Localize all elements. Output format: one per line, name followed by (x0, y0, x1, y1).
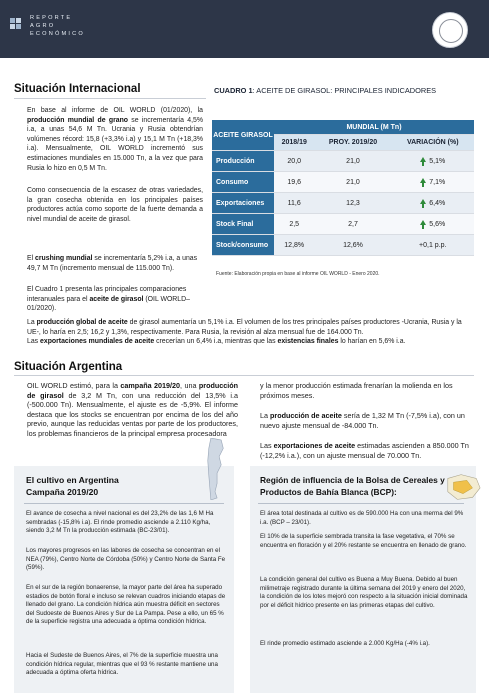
col-header: 2018/19 (274, 135, 314, 151)
table-row (212, 235, 474, 256)
report-header (0, 0, 489, 58)
variation-value: 6,4% (429, 199, 446, 207)
intl-paragraph-3: El crushing mundial se incrementaría 5,2% i.a, a unas 49,7 M Tn (incremento mensual de 115.000 Tn). (27, 255, 198, 272)
variation-cell (392, 214, 474, 235)
value-2019-20: 12,6% (314, 235, 391, 256)
value-2018-19: 11,6 (274, 193, 314, 214)
table-row (212, 214, 474, 235)
brand-name (30, 14, 85, 38)
row-label: Stock/consumo (212, 235, 274, 256)
row-label: Producción (212, 151, 274, 172)
box-left-paragraph: Hacia el Sudeste de Buenos Aires, el 7% de la superficie muestra una condición hídrica regular, mientras que el 93 % restante mantiene una adecuada a óptima oferta hídrica. (26, 652, 218, 677)
bold-term: exportaciones de aceite (273, 441, 356, 450)
bold-term: producción global de aceite (36, 319, 128, 326)
box-right-rule (258, 503, 464, 504)
bold-term: existencias finales (277, 338, 339, 345)
value-2019-20: 2,7 (314, 214, 391, 235)
box-right-paragraph: El área total destinada al cultivo es de 590.000 Ha con una merma del 9% i.a. (BCP – 23/01). (260, 510, 464, 526)
up-arrow-icon (420, 200, 429, 207)
arg-right-paragraph-2: La producción de aceite sería de 1,32 M Tn (-7,5% i.a), con un nuevo ajuste mensual de -84.000 Tn. (260, 411, 465, 430)
box-right-title-1: Región de influencia de la Bolsa de Cereales y (260, 475, 445, 485)
argentina-map-icon (204, 438, 226, 500)
variation-value: 7,1% (429, 178, 446, 186)
box-right-title-2: Productos de Bahía Blanca (BCP): (260, 487, 397, 497)
table-body (212, 151, 474, 256)
value-2019-20: 21,0 (314, 151, 391, 172)
box-right-paragraph: El 10% de la superficie sembrada transita la fase vegetativa, el 70% se encuentra en floración y el 20% restante se encuentra en llenado de grano. (260, 533, 467, 549)
table-row (212, 193, 474, 214)
table-main-header: ACEITE GIRASOL (212, 120, 274, 151)
arg-right-paragraph-3: Las exportaciones de aceite estimadas ascienden a 850.000 Tn (-12,2% i.a.), con un ajuste mensual de 70.000 Tn. (260, 441, 469, 460)
variation-cell (392, 151, 474, 172)
section-heading-international: Situación Internacional (14, 83, 141, 95)
section-rule (14, 98, 206, 99)
section-rule (14, 375, 474, 376)
value-2019-20: 21,0 (314, 172, 391, 193)
box-left-paragraph: En el sur de la región bonaerense, la mayor parte del área ha superado estadios de botón floral e incluso se relevan cuadros iniciando etapas de llenado del grano. La condición hídrica aún muestra déficit en sectores del Sudoeste de Buenos Aires y Sur de La Pampa. Pese a ello, un 65 % de la superficie registra una adecuada a óptima condición hídrica. (26, 584, 226, 626)
bold-term: crushing mundial (35, 255, 93, 262)
bold-term: producción de girasol (27, 381, 239, 400)
intl-paragraph-2: Como consecuencia de la escasez de otras variedades, la gran cosecha obtenida en los principales países productores actúa como soporte de la fuerte demanda a nivel mundial de aceite de girasol. (27, 187, 203, 223)
table-title (214, 86, 436, 95)
col-header: VARIACIÓN (%) (392, 135, 474, 151)
value-2018-19: 2,5 (274, 214, 314, 235)
bold-term: producción mundial de grano (27, 116, 128, 124)
brand-logo-icon (10, 18, 22, 30)
box-left-paragraph: Los mayores progresos en las labores de cosecha se concentran en el NEA (79%), Centro Norte de Córdoba (50%) y Centro Norte de Santa Fe (59%). (26, 547, 226, 572)
up-arrow-icon (420, 179, 429, 186)
indicators-table (212, 120, 474, 256)
bold-term: campaña 2019/20 (120, 381, 181, 390)
intl-paragraph-5: La producción global de aceite de girasol aumentaría un 5,1% i.a. El volumen de los tres principales países productores -Ucrania, Rusia y la UE-, lo haría en 2,5; 16,2 y 1,3%, respectivamente. Para Rusia, la revisión al alza mensual fue de 164.000 Tn. (27, 319, 462, 336)
intl-paragraph-4: El Cuadro 1 presenta las principales comparaciones interanuales para el aceite de girasol (OIL WORLD– 01/2020). (27, 286, 190, 313)
variation-value: 5,6% (429, 220, 446, 228)
section-heading-argentina: Situación Argentina (14, 361, 123, 373)
box-left-paragraph: El avance de cosecha a nivel nacional es del 23,2% de las 1,6 M Ha sembradas (-15,8% i.a). El rinde promedio asciende a 2.110 Kg/ha, siendo 3,2 M Tn la producción estimada (BC-23/01). (26, 510, 214, 535)
value-2018-19: 19,6 (274, 172, 314, 193)
up-arrow-icon (420, 221, 429, 228)
value-2019-20: 12,3 (314, 193, 391, 214)
variation-cell (392, 172, 474, 193)
variation-cell (392, 235, 474, 256)
box-left-title-2: Campaña 2019/20 (26, 487, 99, 497)
bold-term: aceite de girasol (89, 295, 144, 303)
box-right-paragraph: El rinde promedio estimado asciende a 2.000 Kg/Ha (-4% i.a). (260, 640, 430, 647)
institution-seal-icon (432, 12, 468, 48)
variation-cell (392, 193, 474, 214)
brand-line: REPORTE (30, 15, 73, 21)
row-label: Exportaciones (212, 193, 274, 214)
bold-term: producción de aceite (270, 411, 342, 420)
col-header: PROY. 2019/20 (314, 135, 391, 151)
box-left-rule (24, 503, 224, 504)
box-right-paragraph: La condición general del cultivo es Buena a Muy Buena. Debido al buen milimetraje registrado durante la última semana del 2019 y enero del 2020, la condición de los lotes mejoró con respecto a la situación inicial dominada por el déficit hídrico presente en las primeras etapas del cultivo. (260, 576, 468, 609)
value-2018-19: 20,0 (274, 151, 314, 172)
arg-left-paragraph: OIL WORLD estimó, para la campaña 2019/20, una producción de girasol de 3,2 M Tn, con una reducción del 13,5% i.a (-500.000 Tn). Mensualmente, el ajuste es de -5,9%. El informe destaca que los stocks se encuentran por encima de los del año previo, aunque las reducidas ventas por parte de los productores, los problemas financieros de la principal empresa procesadora (27, 381, 239, 438)
value-2018-19: 12,8% (274, 235, 314, 256)
brand-line: ECONÓMICO (30, 31, 85, 37)
up-arrow-icon (420, 158, 429, 165)
box-left-title-1: El cultivo en Argentina (26, 475, 119, 485)
brand-line: AGRO (30, 23, 56, 29)
table-row (212, 151, 474, 172)
arg-right-paragraph-1: y la menor producción estimada frenarían la molienda en los próximos meses. (260, 381, 453, 400)
intl-paragraph-1: En base al informe de OIL WORLD (01/2020), la producción mundial de grano se incrementaría 4,5% i.a, a unas 54,6 M Tn. Ucrania y Rusia obtendrían volúmenes récord: 15,8 (+3,3% i.a) y 15,1 M Tn (+18,3% i.a). Mensualmente, OIL WORLD incrementó sus estimaciones mundiales en 15.000 Tn, a la vez que para Rusia lo hizo en 0,5 M Tn. (27, 107, 203, 172)
table-title-number: CUADRO 1 (214, 86, 253, 95)
variation-value: 5,1% (429, 157, 446, 165)
table-unit-header: MUNDIAL (M Tn) (274, 120, 474, 135)
bold-term: exportaciones mundiales de aceite (40, 338, 155, 345)
intl-paragraph-6: Las exportaciones mundiales de aceite crecerían un 6,4% i.a, mientras que las existencias finales lo harían en 5,6% i.a. (27, 338, 406, 345)
row-label: Stock Final (212, 214, 274, 235)
table-title-text: : ACEITE DE GIRASOL: PRINCIPALES INDICADORES (252, 86, 437, 95)
table-row (212, 172, 474, 193)
row-label: Consumo (212, 172, 274, 193)
table-source-note: Fuente: Elaboración propia en base al informe OIL WORLD - Enero 2020. (216, 271, 380, 277)
variation-value: +0,1 p.p. (419, 241, 447, 249)
